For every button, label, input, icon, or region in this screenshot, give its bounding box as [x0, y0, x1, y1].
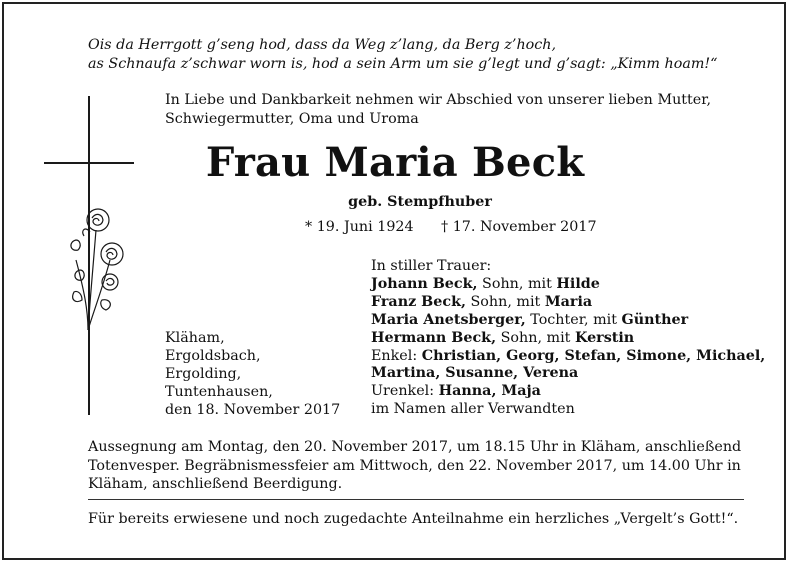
grandchildren-names-cont: Martina, Susanne, Verena	[371, 365, 579, 382]
grandchildren-label: Enkel:	[371, 347, 422, 364]
place-line: Ergoldsbach,	[165, 347, 261, 364]
closing-line: im Namen aller Verwandten	[371, 401, 575, 418]
mourner-partner: Günther	[621, 311, 689, 328]
place-line: Kläham,	[165, 330, 225, 346]
poem	[88, 36, 717, 73]
intro-line: Schwiegermutter, Oma und Uroma	[165, 110, 419, 127]
deceased-name: Frau Maria Beck	[205, 139, 585, 186]
poem-line: Ois da Herrgott g’seng hod, dass da Weg z’lang, da Berg z’hoch,	[88, 37, 557, 53]
greatgrandchildren-names: Hanna, Maja	[438, 383, 541, 400]
mourner-row	[371, 330, 765, 348]
greatgrandchildren-label: Urenkel:	[371, 383, 439, 400]
service-line: Totenvesper. Begräbnismessfeier am Mittwoch, den 22. November 2017, um 14.00 Uhr in	[88, 457, 741, 474]
place-line: Ergolding,	[165, 365, 242, 382]
service-line: Aussegnung am Montag, den 20. November 2017, um 18.15 Uhr in Kläham, anschließend	[88, 439, 742, 455]
mourner-row	[371, 294, 765, 312]
mourner-name: Hermann Beck,	[371, 329, 497, 346]
grandchildren-row	[371, 348, 765, 366]
place-date: den 18. November 2017	[165, 401, 341, 418]
maiden-name: geb. Stempfhuber	[348, 194, 492, 210]
service-info	[88, 438, 741, 494]
mourner-name: Johann Beck,	[371, 275, 478, 292]
mourner-partner: Maria	[544, 293, 593, 310]
mourner-name: Maria Anetsberger,	[371, 311, 526, 328]
intro-text	[165, 91, 711, 128]
birth-date: * 19. Juni 1924	[305, 219, 414, 235]
divider	[88, 499, 744, 500]
thanks-text: Für bereits erwiesene und noch zugedachte Anteilnahme ein herzliches „Vergelt’s Gott!“.	[88, 511, 739, 527]
mourners-list	[371, 258, 765, 419]
place-line: Tuntenhausen,	[165, 383, 273, 400]
roses-icon	[66, 200, 130, 340]
intro-line: In Liebe und Dankbarkeit nehmen wir Abschied von unserer lieben Mutter,	[165, 92, 712, 108]
death-date: † 17. November 2017	[441, 219, 597, 235]
places-block	[165, 330, 340, 420]
poem-line: as Schnaufa z’schwar worn is, hod a sein Arm um sie g’legt und g’sagt: „Kimm hoam!“	[88, 55, 718, 72]
mourner-relation: Sohn, mit	[477, 275, 557, 292]
grandchildren-names: Christian, Georg, Stefan, Simone, Michael,	[421, 347, 766, 364]
mourner-name: Franz Beck,	[371, 293, 466, 310]
mourning-heading: In stiller Trauer:	[371, 258, 492, 274]
mourner-row	[371, 276, 765, 294]
mourner-relation: Sohn, mit	[465, 293, 545, 310]
mourner-partner: Kerstin	[574, 329, 635, 346]
mourner-relation: Sohn, mit	[496, 329, 575, 346]
greatgrandchildren-row	[371, 383, 765, 401]
service-line: Kläham, anschließend Beerdigung.	[88, 476, 343, 492]
mourner-relation: Tochter, mit	[525, 311, 622, 328]
mourner-row	[371, 312, 765, 330]
mourner-partner: Hilde	[556, 275, 600, 292]
